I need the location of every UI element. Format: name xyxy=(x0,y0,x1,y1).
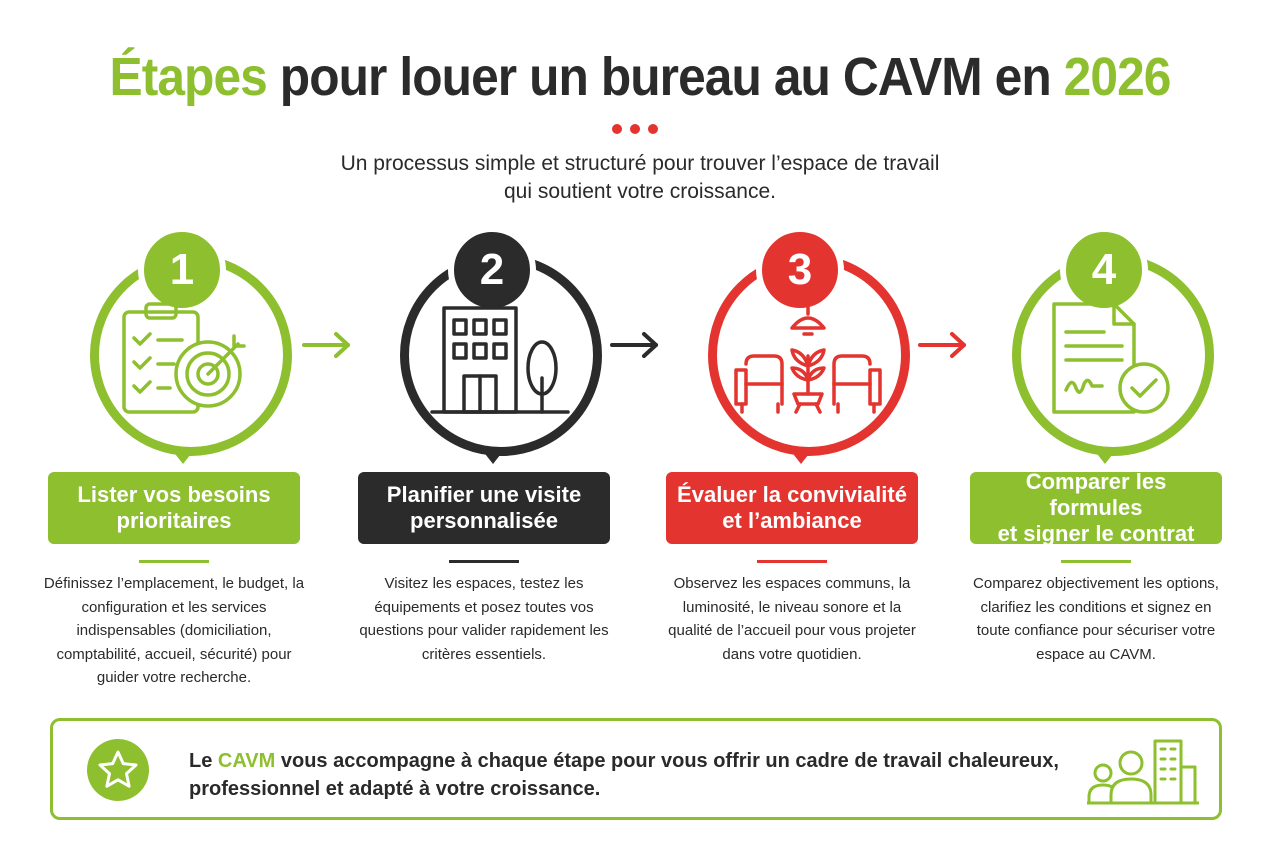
brand-name: CAVM xyxy=(217,750,276,772)
building-tree-icon xyxy=(422,296,578,426)
step-label: Évaluer la convivialité et l’ambiance xyxy=(666,472,918,544)
step-description: Visitez les espaces, testez les équipements et posez toutes vos questions pour valider rapidement les critères essentiels. xyxy=(359,575,609,663)
step-description: Définissez l’emplacement, le budget, la configuration et les services indispensables (domiciliation, comptabilité, accueil, sécurité) pour guider votre recherche. xyxy=(43,575,305,686)
footer-message: Le CAVM vous accompagne à chaque étape pour vous offrir un cadre de travail chaleureux, professionnel et adapté à votre croissance. xyxy=(189,750,1059,800)
arrow-right-icon xyxy=(300,330,354,360)
step-number-badge: 3 xyxy=(756,226,844,314)
title-accent-end: 2026 xyxy=(1063,47,1171,107)
step-label: Comparer les formules et signer le contrat xyxy=(970,472,1222,544)
step-number-badge: 1 xyxy=(138,226,226,314)
arrow-right-icon xyxy=(916,330,970,360)
step-description: Comparez objectivement les options, clarifiez les conditions et signez en toute confiance pour sécuriser votre espace au CAVM. xyxy=(973,575,1219,663)
step-number-badge: 2 xyxy=(448,226,536,314)
step-number-badge: 4 xyxy=(1060,226,1148,314)
step-2 xyxy=(358,226,658,696)
step-label: Planifier une visite personnalisée xyxy=(358,472,610,544)
people-building-icon xyxy=(1087,737,1199,807)
checklist-target-icon xyxy=(112,296,268,426)
step-4 xyxy=(970,226,1270,696)
subtitle-line1: Un processus simple et structuré pour trouver l’espace de travail xyxy=(340,152,940,175)
arrow-right-icon xyxy=(608,330,662,360)
lounge-armchairs-icon xyxy=(730,296,886,426)
footer-banner xyxy=(50,718,1222,820)
step-label: Lister vos besoins prioritaires xyxy=(48,472,300,544)
title-middle: pour louer un bureau au CAVM en xyxy=(279,47,1051,107)
signed-contract-icon xyxy=(1034,296,1190,426)
title-accent-start: Étapes xyxy=(109,47,267,107)
step-1 xyxy=(43,226,348,696)
step-description: Observez les espaces communs, la luminosité, le niveau sonore et la qualité de l’accueil pour vous projeter dans votre quotidien. xyxy=(668,575,916,663)
page-subtitle xyxy=(290,150,990,206)
page-title xyxy=(51,46,1229,108)
step-3 xyxy=(666,226,966,696)
title-dots-divider xyxy=(612,124,658,134)
subtitle-line2: qui soutient votre croissance. xyxy=(504,180,776,203)
star-icon xyxy=(87,739,149,801)
